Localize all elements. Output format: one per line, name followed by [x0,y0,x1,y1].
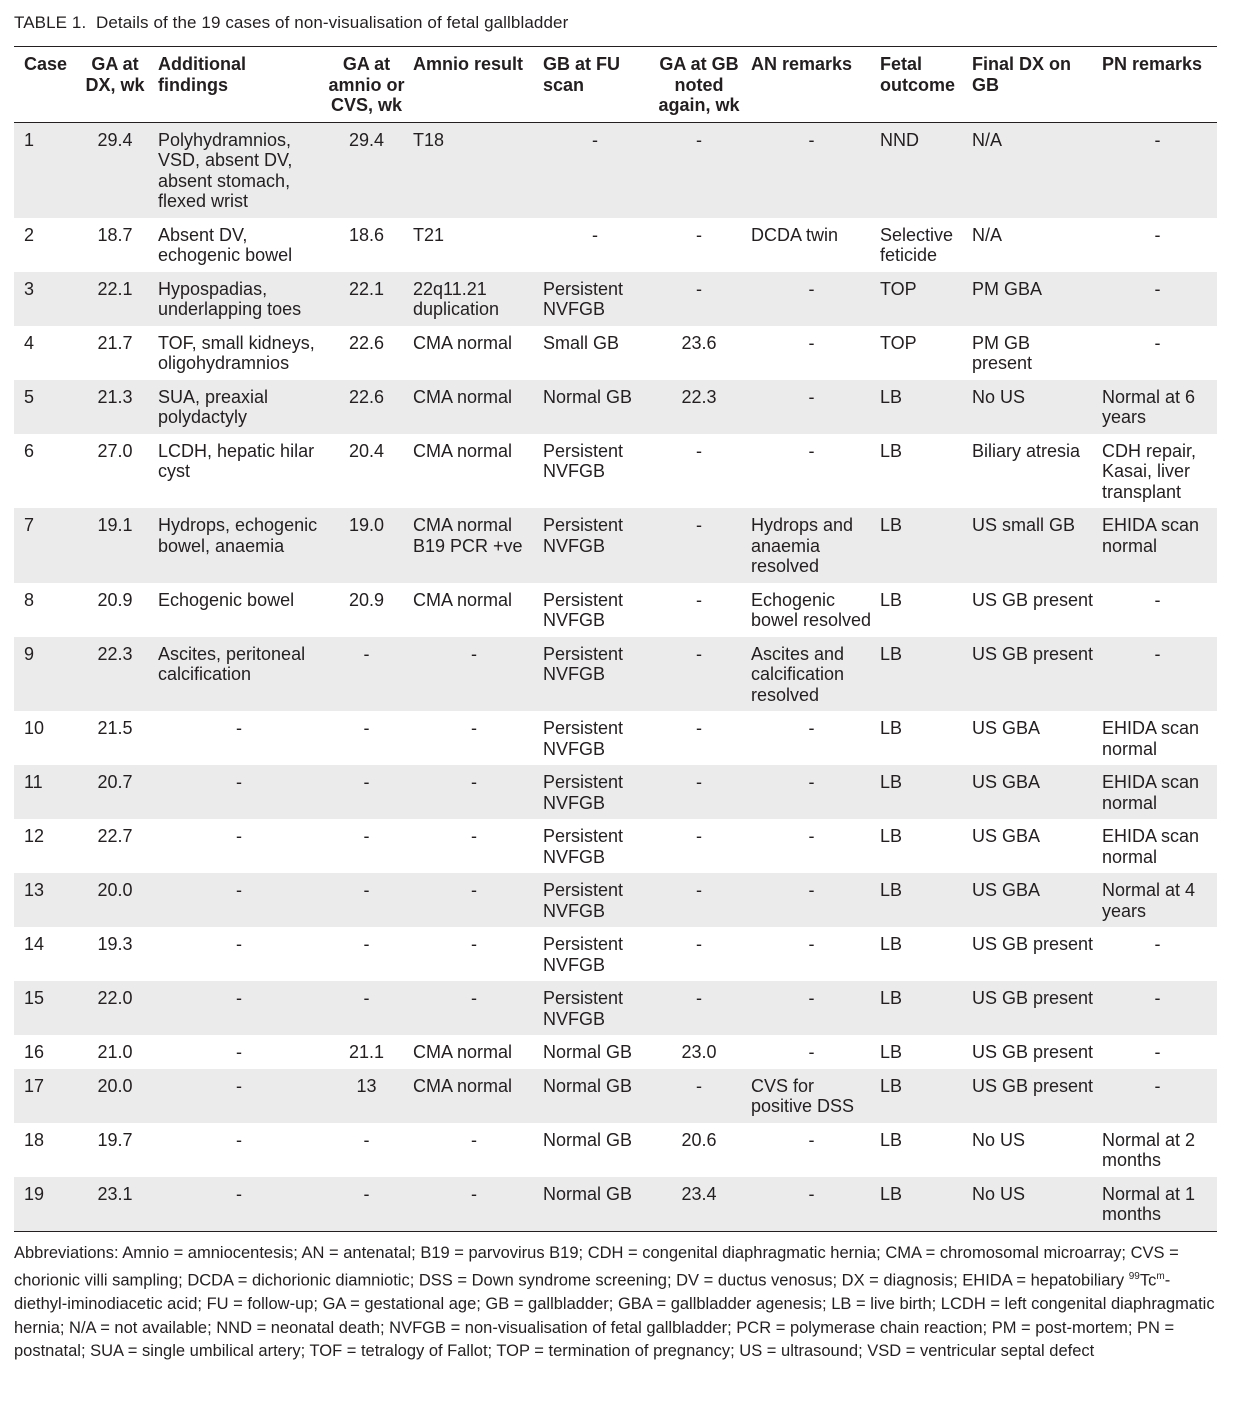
cell-additional-findings: - [236,826,242,846]
cell-amnio-result: - [471,1129,477,1150]
cell-amnio-result: - [471,880,477,900]
cell-gb-at-fu-scan: Persistent NVFGB [543,988,624,1029]
cell-final-dx: US GB present [972,589,1094,610]
cell-ga-at-dx: 29.4 [97,129,133,150]
cell-additional-findings: Ascites, peritoneal calcification [158,643,306,684]
cell-gb-at-fu-scan: Normal GB [543,1042,633,1062]
cell-an-remarks: - [808,278,815,299]
cell-additional-findings: LCDH, hepatic hilar cyst [158,440,315,481]
cell-ga-at-dx: 22.7 [97,826,133,846]
table-row [14,1069,1217,1123]
cell-pn-remarks: Normal at 2 months [1102,1129,1196,1170]
cell-ga-at-gb-noted: 23.4 [681,1183,717,1204]
cell-case: 5 [24,386,35,407]
cell-ga-at-dx: 20.9 [97,589,133,610]
cell-an-remarks: - [808,332,815,353]
cell-ga-at-gb-noted: - [696,718,702,738]
table-caption [14,10,1217,36]
cell-an-remarks: - [808,386,815,407]
cell-ga-at-amnio: - [363,934,370,954]
cell-ga-at-gb-noted: - [696,224,702,245]
cell-case: 18 [24,1129,45,1150]
cell-gb-at-fu-scan: - [592,129,598,150]
header-additional-findings: Additional findings [158,54,246,95]
cell-fetal-outcome: LB [880,772,903,792]
cell-fetal-outcome: TOP [880,278,917,299]
cell-amnio-result: - [471,772,477,792]
cell-additional-findings: - [236,1129,242,1150]
header-gb-at-fu-scan: GB at FU scan [543,54,621,95]
cell-final-dx: US GB present [972,1075,1094,1096]
table-row [14,873,1217,927]
isotope-superscript: 99 [1128,1271,1140,1282]
header-an-remarks: AN remarks [751,54,853,74]
cell-fetal-outcome: LB [880,826,903,846]
cell-fetal-outcome: LB [880,440,903,461]
table-row [14,508,1217,583]
cell-gb-at-fu-scan: Normal GB [543,386,633,407]
cell-final-dx: US GB present [972,1042,1094,1062]
cell-final-dx: No US [972,1129,1026,1150]
cell-final-dx: US GBA [972,880,1041,900]
cell-final-dx: PM GB present [972,332,1033,373]
cell-additional-findings: - [236,1183,242,1204]
table-row [14,326,1217,380]
cell-additional-findings: - [236,1042,242,1062]
cell-case: 19 [24,1183,45,1204]
cell-an-remarks: - [808,129,815,150]
cell-pn-remarks: - [1154,1042,1161,1062]
cell-final-dx: N/A [972,129,1003,150]
cell-amnio-result: - [471,988,477,1008]
cell-ga-at-amnio: 22.6 [348,386,385,407]
cell-gb-at-fu-scan: Persistent NVFGB [543,880,624,921]
cell-case: 3 [24,278,35,299]
cell-fetal-outcome: LB [880,515,903,535]
cell-an-remarks: CVS for positive DSS [751,1075,855,1116]
cell-additional-findings: - [236,988,242,1008]
cell-an-remarks: Echogenic bowel resolved [751,589,872,630]
cell-ga-at-gb-noted: - [696,440,702,461]
cell-an-remarks: - [808,1183,815,1204]
cell-amnio-result: - [471,934,477,954]
cell-final-dx: US GBA [972,826,1041,846]
cell-pn-remarks: EHIDA scan normal [1102,515,1200,556]
cell-ga-at-dx: 19.7 [97,1129,133,1150]
cell-an-remarks: - [808,1042,815,1062]
cell-ga-at-gb-noted: - [696,772,702,792]
cell-gb-at-fu-scan: Persistent NVFGB [543,718,624,759]
cell-additional-findings: - [236,880,242,900]
cell-ga-at-gb-noted: 23.0 [681,1042,717,1062]
cell-an-remarks: - [808,826,815,846]
cell-fetal-outcome: LB [880,718,903,738]
cell-ga-at-amnio: - [363,772,370,792]
cell-ga-at-gb-noted: 22.3 [681,386,717,407]
cell-pn-remarks: Normal at 6 years [1102,386,1196,427]
table-row [14,583,1217,637]
cell-an-remarks: - [808,772,815,792]
cell-final-dx: US GB present [972,643,1094,664]
cell-amnio-result: CMA normal [413,386,513,407]
table-number: TABLE 1. [14,13,87,32]
cell-case: 6 [24,440,35,461]
cell-ga-at-dx: 21.0 [97,1042,133,1062]
cell-additional-findings: TOF, small kidneys, oligohydramnios [158,332,315,373]
cell-additional-findings: Polyhydramnios, VSD, absent DV, absent stomach, flexed wrist [158,129,293,211]
cell-ga-at-amnio: 19.0 [348,515,385,535]
cell-ga-at-amnio: 22.6 [348,332,385,353]
cell-ga-at-dx: 23.1 [97,1183,133,1204]
cell-ga-at-amnio: - [363,1183,370,1204]
cell-pn-remarks: EHIDA scan normal [1102,826,1200,867]
cell-case: 14 [24,934,45,954]
cell-gb-at-fu-scan: Persistent NVFGB [543,515,624,556]
cell-an-remarks: - [808,718,815,738]
cell-case: 12 [24,826,45,846]
cell-ga-at-dx: 27.0 [97,440,133,461]
cell-gb-at-fu-scan: Normal GB [543,1129,633,1150]
cell-gb-at-fu-scan: Persistent NVFGB [543,934,624,975]
cell-final-dx: US small GB [972,515,1076,535]
isotope-symbol: Tc [1139,1271,1157,1290]
cell-ga-at-dx: 19.1 [97,515,133,535]
cell-ga-at-amnio: 13 [356,1075,377,1096]
cell-gb-at-fu-scan: Normal GB [543,1075,633,1096]
cell-gb-at-fu-scan: Persistent NVFGB [543,826,624,867]
cell-fetal-outcome: LB [880,1075,903,1096]
cell-case: 1 [24,129,35,150]
cell-ga-at-gb-noted: - [696,643,702,664]
cell-amnio-result: CMA normal [413,440,513,461]
cell-ga-at-gb-noted: - [696,515,702,535]
cell-final-dx: PM GBA [972,278,1043,299]
cell-fetal-outcome: LB [880,880,903,900]
cell-ga-at-dx: 21.7 [97,332,133,353]
header-amnio-result: Amnio result [413,54,524,74]
table-row [14,434,1217,509]
cell-pn-remarks: - [1154,224,1161,245]
cell-ga-at-dx: 20.7 [97,772,133,792]
table-row [14,218,1217,272]
cell-amnio-result: CMA normal [413,589,513,610]
cell-pn-remarks: - [1154,589,1161,610]
cell-fetal-outcome: LB [880,1183,903,1204]
cell-amnio-result: 22q11.21 duplication [413,278,500,319]
table-body [14,122,1217,1231]
cell-amnio-result: - [471,1183,477,1204]
cell-fetal-outcome: LB [880,1042,903,1062]
cell-fetal-outcome: LB [880,934,903,954]
cell-gb-at-fu-scan: Small GB [543,332,620,353]
table-header-row [14,47,1217,123]
cell-amnio-result: CMA normal [413,1075,513,1096]
table-row [14,380,1217,434]
cell-ga-at-dx: 21.3 [97,386,133,407]
cell-fetal-outcome: LB [880,1129,903,1150]
cell-ga-at-amnio: - [363,880,370,900]
cell-pn-remarks: Normal at 4 years [1102,880,1196,921]
cell-case: 13 [24,880,45,900]
cell-amnio-result: - [471,718,477,738]
cell-an-remarks: - [808,1129,815,1150]
cell-fetal-outcome: Selective feticide [880,224,954,265]
cell-additional-findings: - [236,1075,242,1096]
cell-ga-at-amnio: - [363,718,370,738]
cell-amnio-result: CMA normal [413,1042,513,1062]
cell-gb-at-fu-scan: Persistent NVFGB [543,589,624,630]
cell-ga-at-dx: 22.1 [97,278,133,299]
cell-amnio-result: T18 [413,129,445,150]
cell-fetal-outcome: TOP [880,332,917,353]
cell-case: 15 [24,988,45,1008]
cell-final-dx: No US [972,1183,1026,1204]
cell-case: 7 [24,515,35,535]
cell-final-dx: US GB present [972,988,1094,1008]
cases-table [14,46,1217,1232]
cell-pn-remarks: - [1154,332,1161,353]
table-row [14,637,1217,712]
cell-ga-at-dx: 19.3 [97,934,133,954]
cell-ga-at-amnio: - [363,988,370,1008]
table-row [14,981,1217,1035]
cell-additional-findings: - [236,772,242,792]
cell-pn-remarks: EHIDA scan normal [1102,772,1200,813]
cell-case: 2 [24,224,35,245]
abbreviations-text-continued: -diethyl-iminodiacetic acid; FU = follow-up; GA = gestational age; GB = gallbladder; GBA = gallbladder agenesis; LB = live birth; LCDH = left congenital diaphragmatic hernia; N/A = not available; NND = neonatal death; NVFGB = non-visualisation of fetal gallbladder; PCR = polymerase chain reaction; PM = post-mortem; PN = postnatal; SUA = single umbilical artery; TOF = tetralogy of Fallot; TOP = termination of pregnancy; US = ultrasound; VSD = ventricular septal defect [14,1271,1215,1360]
cell-amnio-result: T21 [413,224,445,245]
metastable-superscript: m [1156,1271,1165,1282]
abbreviations-note [14,1242,1217,1364]
cell-final-dx: US GBA [972,718,1041,738]
cell-an-remarks: - [808,880,815,900]
cell-ga-at-dx: 20.0 [97,880,133,900]
cell-ga-at-gb-noted: - [696,826,702,846]
cell-ga-at-amnio: 18.6 [348,224,385,245]
cell-ga-at-gb-noted: - [696,988,702,1008]
table-page [14,10,1217,1364]
cell-additional-findings: Hydrops, echogenic bowel, anaemia [158,515,318,556]
header-pn-remarks: PN remarks [1102,54,1203,74]
cell-ga-at-amnio: - [363,826,370,846]
cell-ga-at-gb-noted: - [696,880,702,900]
table-row [14,765,1217,819]
cell-additional-findings: Hypospadias, underlapping toes [158,278,302,319]
cell-ga-at-gb-noted: - [696,589,702,610]
table-title: Details of the 19 cases of non-visualisation of fetal gallbladder [95,13,569,32]
cell-case: 8 [24,589,35,610]
cell-amnio-result: CMA normal [413,332,513,353]
cell-case: 4 [24,332,35,353]
table-row [14,1177,1217,1232]
cell-fetal-outcome: LB [880,386,903,407]
table-row [14,927,1217,981]
cell-an-remarks: Hydrops and anaemia resolved [751,515,854,576]
cell-ga-at-amnio: - [363,1129,370,1150]
cell-final-dx: No US [972,386,1026,407]
cell-gb-at-fu-scan: Persistent NVFGB [543,643,624,684]
cell-fetal-outcome: NND [880,129,919,150]
cell-gb-at-fu-scan: Normal GB [543,1183,633,1204]
cell-ga-at-gb-noted: - [696,1075,702,1096]
cell-ga-at-gb-noted: 20.6 [681,1129,717,1150]
cell-gb-at-fu-scan: Persistent NVFGB [543,772,624,813]
table-row [14,819,1217,873]
cell-additional-findings: - [236,934,242,954]
cell-ga-at-amnio: 29.4 [348,129,385,150]
header-fetal-outcome: Fetal outcome [880,54,956,95]
cell-ga-at-amnio: 20.4 [348,440,385,461]
cell-ga-at-amnio: 21.1 [348,1042,385,1062]
cell-additional-findings: - [236,718,242,738]
cell-ga-at-amnio: 22.1 [348,278,385,299]
header-ga-at-gb-noted: GA at GB noted again, wk [658,54,740,115]
cell-amnio-result: - [471,643,477,664]
cell-an-remarks: - [808,988,815,1008]
abbreviations-text: Abbreviations: Amnio = amniocentesis; AN = antenatal; B19 = parvovirus B19; CDH = congenital diaphragmatic hernia; CMA = chromosomal microarray; CVS = chorionic villi sampling; DCDA = dichorionic diamniotic; DSS = Down syndrome screening; DV = ductus venosus; DX = diagnosis; EHIDA = hepatobiliary [14,1243,1179,1290]
cell-additional-findings: Echogenic bowel [158,589,295,610]
table-row [14,1123,1217,1177]
table-row [14,122,1217,218]
header-ga-at-dx: GA at DX, wk [85,54,145,95]
cell-final-dx: N/A [972,224,1003,245]
cell-pn-remarks: CDH repair, Kasai, liver transplant [1102,440,1197,502]
cell-ga-at-amnio: 20.9 [348,589,385,610]
cell-ga-at-dx: 18.7 [97,224,133,245]
cell-pn-remarks: - [1154,1075,1161,1096]
cell-ga-at-dx: 22.0 [97,988,133,1008]
cell-final-dx: Biliary atresia [972,440,1081,461]
cell-ga-at-gb-noted: - [696,934,702,954]
cell-pn-remarks: - [1154,988,1161,1008]
cell-case: 16 [24,1042,45,1062]
cell-pn-remarks: - [1154,278,1161,299]
cell-pn-remarks: - [1154,643,1161,664]
cell-pn-remarks: EHIDA scan normal [1102,718,1200,759]
cell-amnio-result: CMA normal B19 PCR +ve [413,515,523,556]
cell-ga-at-dx: 22.3 [97,643,133,664]
table-row [14,272,1217,326]
cell-an-remarks: - [808,934,815,954]
cell-case: 17 [24,1075,45,1096]
header-ga-at-amnio: GA at amnio or CVS, wk [328,54,405,115]
cell-fetal-outcome: LB [880,643,903,664]
cell-an-remarks: - [808,440,815,461]
cell-amnio-result: - [471,826,477,846]
cell-an-remarks: Ascites and calcification resolved [751,643,845,705]
cell-ga-at-gb-noted: - [696,278,702,299]
cell-case: 11 [24,772,43,792]
cell-ga-at-dx: 21.5 [97,718,133,738]
cell-final-dx: US GBA [972,772,1041,792]
cell-gb-at-fu-scan: - [592,224,598,245]
cell-fetal-outcome: LB [880,589,903,610]
cell-additional-findings: SUA, preaxial polydactyly [158,386,269,427]
cell-ga-at-amnio: - [363,643,370,664]
table-row [14,1035,1217,1069]
header-final-dx: Final DX on GB [972,54,1071,95]
cell-additional-findings: Absent DV, echogenic bowel [158,224,293,265]
cell-case: 10 [24,718,45,738]
cell-ga-at-gb-noted: - [696,129,702,150]
cell-case: 9 [24,643,35,664]
cell-ga-at-dx: 20.0 [97,1075,133,1096]
cell-pn-remarks: Normal at 1 months [1102,1183,1196,1224]
cell-an-remarks: DCDA twin [751,224,839,245]
table-row [14,711,1217,765]
cell-pn-remarks: - [1154,934,1161,954]
cell-ga-at-gb-noted: 23.6 [681,332,717,353]
header-case: Case [24,54,68,74]
cell-fetal-outcome: LB [880,988,903,1008]
cell-gb-at-fu-scan: Persistent NVFGB [543,440,624,481]
cell-pn-remarks: - [1154,129,1161,150]
cell-final-dx: US GB present [972,934,1094,954]
cell-gb-at-fu-scan: Persistent NVFGB [543,278,624,319]
